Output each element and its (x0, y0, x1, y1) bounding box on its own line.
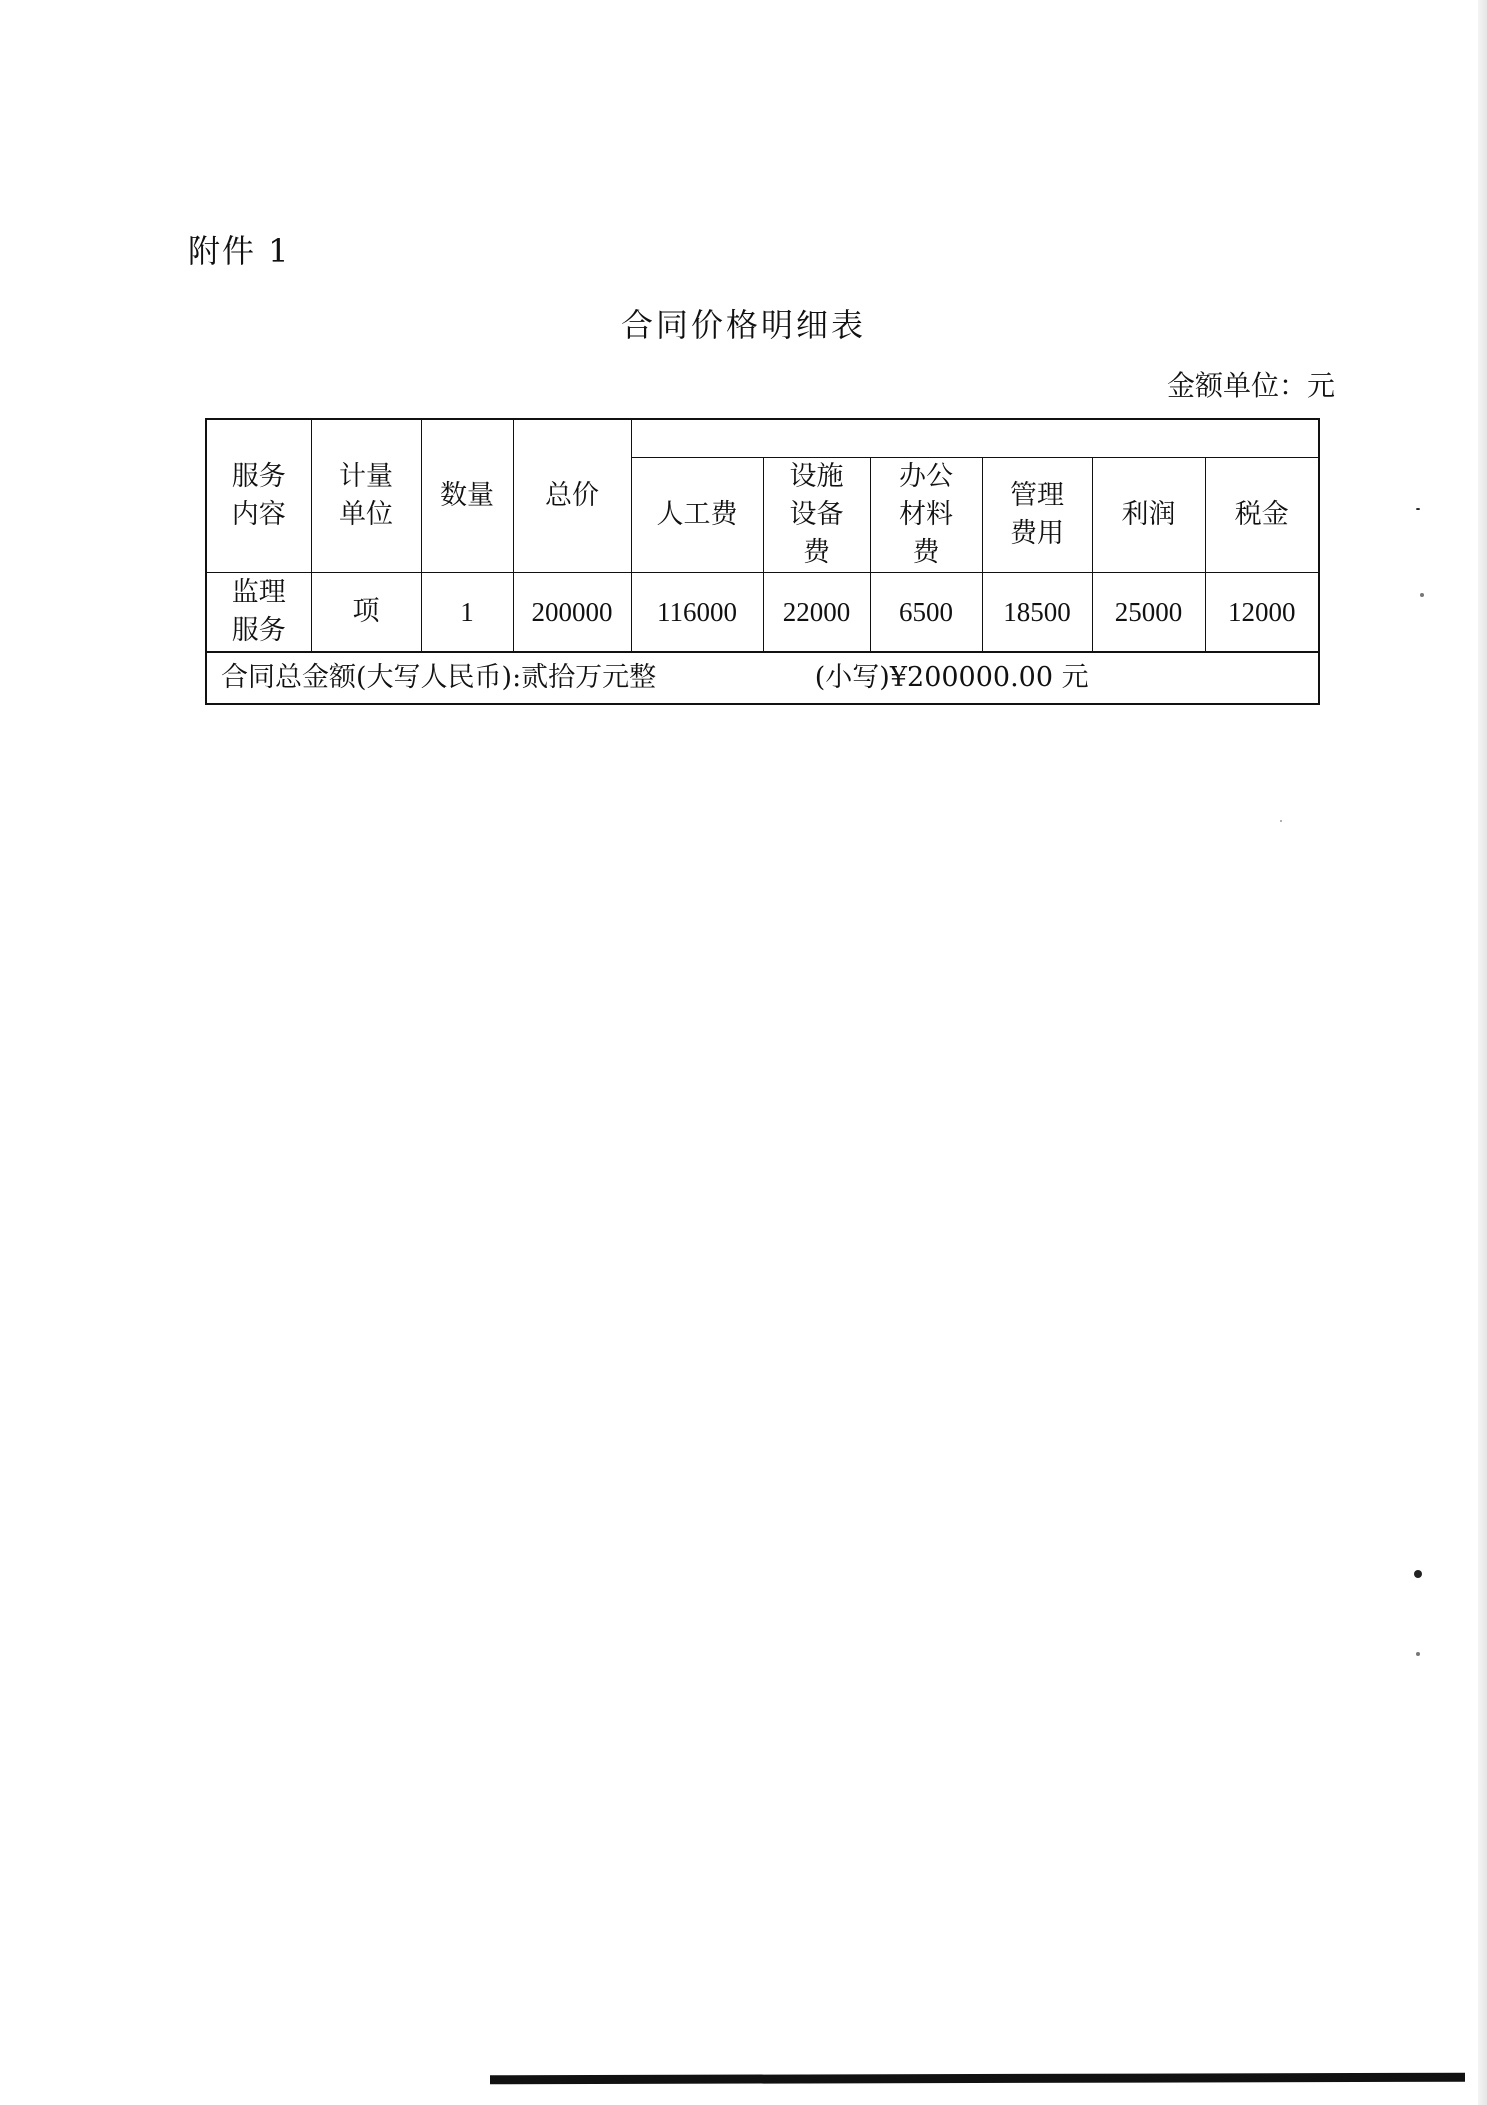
cell-management: 18500 (982, 572, 1092, 652)
table-row (206, 572, 1319, 652)
header-row-top (206, 419, 1319, 457)
header-management: 管理 费用 (982, 457, 1092, 572)
attachment-label: 附件 1 (188, 232, 291, 270)
header-total: 总价 (513, 419, 631, 572)
page-title: 合同价格明细表 (620, 306, 866, 344)
scan-speck (1416, 1652, 1420, 1656)
cell-quantity: 1 (421, 572, 513, 652)
header-service: 服务 内容 (206, 419, 311, 572)
header-facility: 设施 设备 费 (763, 457, 870, 572)
cell-total: 200000 (513, 572, 631, 652)
total-amount-words: 合同总金额(大写人民币):贰拾万元整 (221, 662, 657, 693)
total-row (206, 652, 1319, 704)
cell-labor: 116000 (631, 572, 763, 652)
cell-profit: 25000 (1092, 572, 1205, 652)
header-tax: 税金 (1205, 457, 1319, 572)
header-office: 办公 材料 费 (870, 457, 982, 572)
header-quantity: 数量 (421, 419, 513, 572)
cell-tax: 12000 (1205, 572, 1319, 652)
header-unit: 计量 单位 (311, 419, 421, 572)
scan-speck (1414, 1570, 1422, 1578)
scan-speck (1416, 508, 1420, 510)
scan-bottom-edge (490, 2073, 1465, 2085)
total-amount-cell (206, 652, 1319, 704)
header-labor: 人工费 (631, 457, 763, 572)
amount-unit-note: 金额单位：元 (1166, 369, 1335, 402)
cell-office: 6500 (870, 572, 982, 652)
cell-service: 监理 服务 (206, 572, 311, 652)
total-amount-figure: (小写)¥200000.00 元 (814, 662, 1089, 693)
scan-speck (1280, 820, 1282, 822)
cell-facility: 22000 (763, 572, 870, 652)
price-detail-table (205, 418, 1320, 705)
scan-speck (1420, 593, 1424, 597)
header-breakdown-blank (631, 419, 1319, 457)
cell-unit: 项 (311, 572, 421, 652)
header-profit: 利润 (1092, 457, 1205, 572)
